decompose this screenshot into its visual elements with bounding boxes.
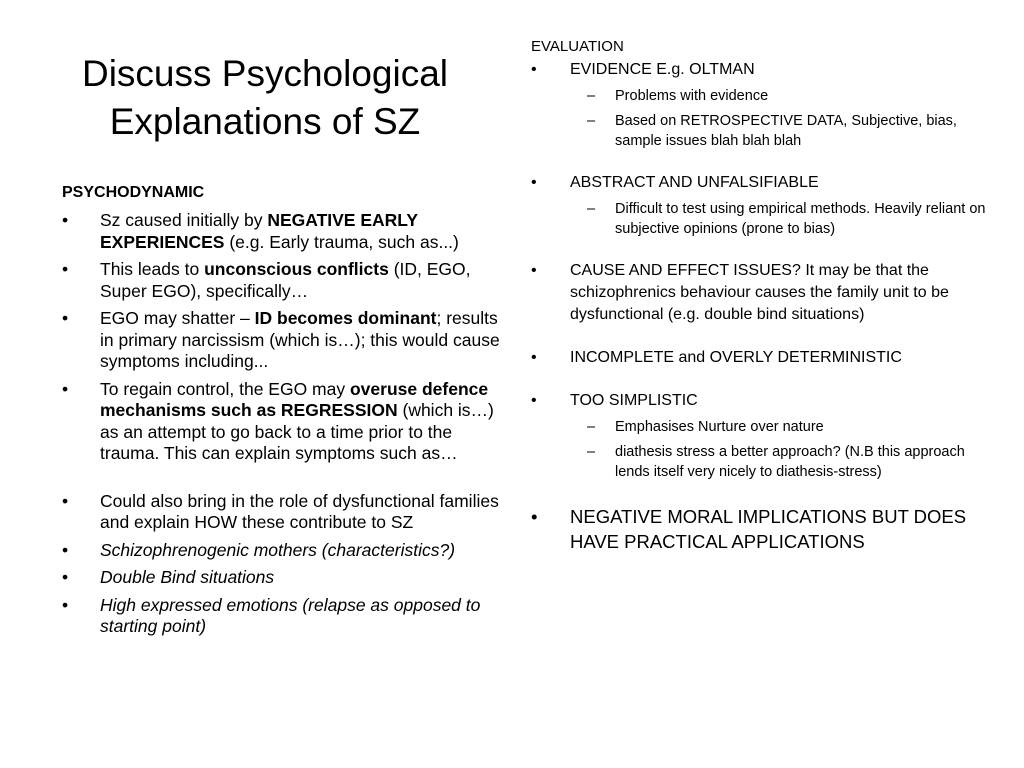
list-item <box>62 210 512 253</box>
sub-list-item: – Problems with evidence <box>531 86 1001 106</box>
psychodynamic-column <box>62 182 512 638</box>
bullet-text: Sz caused initially by <box>100 210 268 230</box>
bullet-text: (ID, EGO, Super EGO), specifically… <box>100 259 471 301</box>
bullet-text: This leads to <box>100 259 205 279</box>
psychodynamic-list <box>62 210 512 638</box>
bullet-bold-text: NEGATIVE EARLY EXPERIENCES <box>100 210 418 252</box>
bullet-text: (e.g. Early trauma, such as...) <box>224 231 459 252</box>
title-line-1: Discuss Psychological <box>81 53 449 94</box>
list-item: • CAUSE AND EFFECT ISSUES? It may be that the schizophrenics behaviour causes the family unit to be dysfunctional (e.g. double bind situations) <box>531 260 1001 326</box>
evaluation-column <box>531 37 1001 554</box>
list-item <box>62 308 512 373</box>
bullet-text: (which is…) as an attempt to go back to a time prior to the trauma. This can explain symptoms such as… <box>100 400 494 463</box>
sub-list-item: – Emphasises Nurture over nature <box>531 417 1001 437</box>
list-item <box>62 379 512 465</box>
bullet-bold-text: unconscious conflicts <box>204 259 389 279</box>
list-item <box>62 567 512 589</box>
list-item: • ABSTRACT AND UNFALSIFIABLE <box>531 172 1001 194</box>
sub-list-item: – Based on RETROSPECTIVE DATA, Subjective, bias, sample issues blah blah blah <box>531 111 1001 151</box>
bullet-text: To regain control, the EGO may <box>100 378 350 399</box>
bullet-bold-text: ID becomes dominant <box>254 308 437 328</box>
psychodynamic-heading: PSYCHODYNAMIC <box>62 184 205 201</box>
bullet-italic-text: Schizophrenogenic mothers (characteristics?) <box>100 539 456 560</box>
slide-title <box>40 50 490 146</box>
list-item: • EVIDENCE E.g. OLTMAN <box>531 59 1001 81</box>
sub-list-item: – diathesis stress a better approach? (N.B this approach lends itself very nicely to diathesis-stress) <box>531 442 1001 482</box>
list-item: • INCOMPLETE and OVERLY DETERMINISTIC <box>531 347 1001 369</box>
sub-list-item: – Difficult to test using empirical methods. Heavily reliant on subjective opinions (prone to bias) <box>531 199 1001 239</box>
list-item <box>62 259 512 302</box>
evaluation-heading: EVALUATION <box>531 38 624 55</box>
list-item <box>62 540 512 562</box>
list-item: • NEGATIVE MORAL IMPLICATIONS BUT DOES HAVE PRACTICAL APPLICATIONS <box>531 504 1001 554</box>
bullet-text: ; results in primary narcissism (which is…); this would cause symptoms including... <box>100 308 500 371</box>
bullet-italic-text: Double Bind situations <box>100 567 275 587</box>
title-line-2: Explanations of SZ <box>109 101 421 142</box>
list-item <box>62 595 512 638</box>
list-item: • TOO SIMPLISTIC <box>531 390 1001 412</box>
evaluation-list <box>531 59 1001 554</box>
list-item: • Could also bring in the role of dysfunctional families and explain HOW these contribute to SZ <box>62 491 512 534</box>
bullet-bold-text: overuse defence mechanisms such as REGRESSION <box>100 378 489 420</box>
bullet-text: EGO may shatter – <box>100 308 255 328</box>
bullet-italic-text: High expressed emotions (relapse as opposed to starting point) <box>100 594 481 636</box>
